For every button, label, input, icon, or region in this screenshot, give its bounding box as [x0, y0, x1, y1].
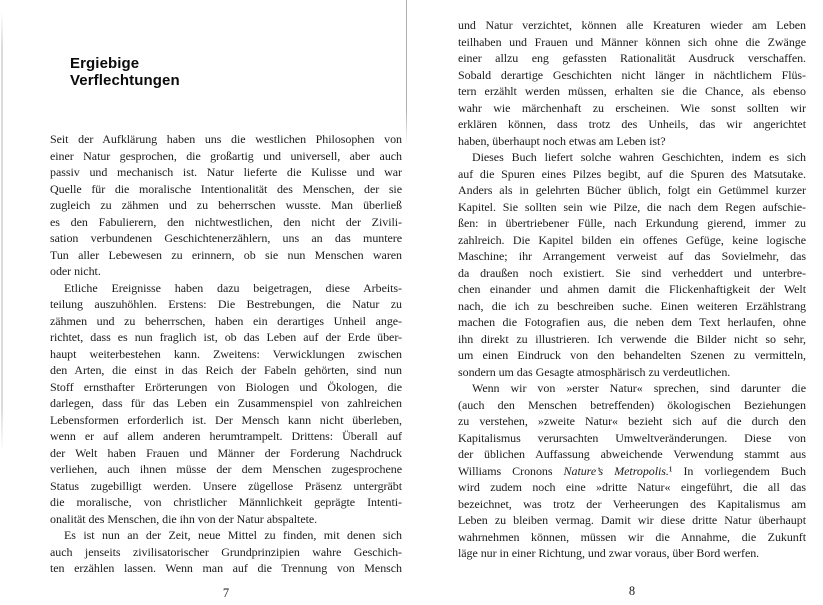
text-line: läge nur in einer Richtung, und zwar voraus, über Bord werfen. — [458, 546, 760, 560]
text-line: sation verbundenen Geschichtenerzählern, uns an das muntere — [50, 231, 402, 245]
text-line: teilung auszuhöhlen. Erstens: Die Bestrebungen, die Natur zu — [50, 297, 402, 311]
page-edge-shadow — [1, 12, 3, 452]
text-line: Lebensformen erforderlich ist. Der Mensch kann nicht überleben, — [50, 412, 402, 427]
text-line: passiv und mechanisch ist. Natur lieferte die Kulisse und war — [50, 165, 402, 179]
text-line: oder nicht. — [50, 264, 101, 278]
text-line: tern erzählt werden müssen, erhalten sie die Chance, als ebenso — [458, 84, 806, 98]
text-line: Es ist nun an der Zeit, neue Mittel zu finden, mit denen sich — [64, 528, 402, 542]
text-line: den Arten, die einst in das Reich der Fabeln gehörten, sind nun — [50, 363, 402, 377]
paragraph — [458, 149, 806, 380]
text-line: Maschine; ihr Arrangement verweist auf das Sovielmehr, das — [458, 249, 806, 263]
text-line: zahlreich. Die Kapitel bilden ein offenes Gefüge, keine logische — [458, 232, 806, 247]
text-line: Leben zu bleiben vermag. Damit wir diese dritte Natur überhaupt — [458, 513, 806, 527]
text-line: chen einander und ahmen damit die Flickenhaftigkeit der Welt — [458, 282, 806, 296]
text-line: ihn direkt zu illustrieren. Ich verwende die Bilder nicht so sehr, — [458, 331, 806, 346]
text-line: die moralische, von christlicher Männlichkeit geprägte Intenti- — [50, 495, 402, 509]
text-line: wahrnehmen können, müssen wir die Annahme, die Zukunft — [458, 529, 806, 544]
text-line: verliehen, auch ihnen müsse der dem Menschen zugesprochene — [50, 462, 402, 476]
paragraph — [50, 131, 402, 280]
text-line: zugleich zu zähmen und zu beherrschen wusste. Man überließ — [50, 198, 402, 212]
text-line: zu verstehen, »zweite Natur« bezieht sich auf die durch den — [458, 414, 806, 428]
paragraph — [458, 380, 806, 562]
text-line: einer allzu eng gefassten Rationalität Ausdruck verschaffen. — [458, 51, 806, 65]
text-line: machen die Fotografien aus, die neben dem Text herlaufen, ohne — [458, 315, 806, 329]
text-line: einer Natur gesprochen, die großartig und universell, aber auch — [50, 148, 402, 163]
text-line: Sobald derartige Geschichten nicht länger in nächtlichem Flüs- — [458, 67, 806, 82]
gutter-shadow — [406, 0, 407, 146]
text-line: richtet, dass es nun fraglich ist, ob das Leben auf der Erde über- — [50, 330, 402, 344]
text-line: sondern um das Gesagte atmosphärisch zu verdeutlichen. — [458, 364, 731, 379]
text-line: Anders als in gelehrten Bücher üblich, folgt ein Getümmel kurzer — [458, 183, 806, 197]
text-line: ten erzählen lassen. Wenn man auf die Trennung von Mensch — [50, 561, 402, 575]
text-line: wird zudem noch eine »dritte Natur« eingeführt, die all das — [458, 480, 806, 494]
page-number-right: 8 — [628, 584, 636, 598]
text-line: wenn er auf allem anderen herumtrampelt. Drittens: Überall auf — [50, 429, 402, 443]
text-line: auf die Spuren eines Pilzes begibt, auf die Spuren des Matsutake. — [458, 166, 806, 181]
page-number-left: 7 — [222, 586, 230, 600]
text-line: Kapitalismus verursachten Umweltveränderungen. Diese von — [458, 430, 806, 445]
text-line: es den Fabulierern, den nichtwestlichen, den nicht der Zivili- — [50, 214, 402, 229]
paragraph — [50, 280, 402, 528]
text-line: Etliche Ereignisse haben dazu beigetragen, diese Arbeits- — [64, 280, 402, 295]
text-line: (auch den Menschen betreffenden) ökologischen Beziehungen — [458, 397, 806, 412]
text-line: Quelle für die moralische Intentionalität des Menschen, der sie — [50, 181, 402, 196]
text-line: da draußen noch existiert. Sie sind verheddert und unterbre- — [458, 265, 806, 280]
text-line: erklären können, dass trotz des Unheils, das wir angerichtet — [458, 117, 806, 131]
text-line: Williams Cronons Nature’s Metropolis.¹ In vorliegendem Buch — [458, 463, 806, 478]
paragraph — [458, 17, 806, 149]
text-line: Tun aller Lebewesen zu erinnern, ob sie nun Menschen waren — [50, 247, 402, 262]
text-line: bezeichnet, was trotz der Verheerungen des Kapitalismus am — [458, 496, 806, 511]
text-line: zähmen und zu beherrschen, haben ein derartiges Unheil ange- — [50, 313, 402, 328]
text-line: darlegen, dass für das Leben ein Zusammenspiel von zahlreichen — [50, 396, 402, 410]
text-line: wahr wie märchenhaft zu erscheinen. Wie sonst sollten wir — [458, 100, 806, 115]
text-line: der Welt haben Frauen und Männer der Forderung Nachdruck — [50, 445, 402, 460]
text-line: Kapitel. Sie sollten sein wie Pilze, die nach dem Regen aufschie- — [458, 199, 806, 214]
text-line: Dieses Buch liefert solche wahren Geschichten, indem es sich — [472, 150, 806, 164]
text-line: haupt weiterbestehen kann. Zweitens: Verwicklungen zwischen — [50, 346, 402, 361]
text-line: Stoff ernsthafter Erörterungen von Biologen und Ökologen, die — [50, 379, 402, 394]
text-line: und Natur verzichtet, können alle Kreaturen wieder am Leben — [458, 18, 806, 32]
text-line: haben, überhaupt noch etwas am Leben ist? — [458, 133, 666, 148]
text-line: Seit der Aufklärung haben uns die westlichen Philosophen von — [50, 132, 402, 146]
text-line: um einen Eindruck von den behandelten Szenen zu vermitteln, — [458, 348, 806, 362]
text-line: onalität des Menschen, die ihn von der Natur abspaltete. — [50, 511, 318, 526]
page-left-body — [50, 131, 402, 577]
text-line: nach, die ich zu beschreiben suche. Einen weiteren Erzählstrang — [458, 298, 806, 313]
chapter-heading: Ergiebige Verflechtungen — [70, 55, 180, 89]
text-line: Status zugebilligt werden. Unsere zügellose Präsenz untergräbt — [50, 478, 402, 493]
text-line: der üblichen Auffassung abweichende Verwendung stammt aus — [458, 447, 806, 461]
text-line: auch jenseits zivilisatorischer Grundprinzipien wahre Geschich- — [50, 544, 402, 559]
text-line: Wenn wir von »erster Natur« sprechen, sind darunter die — [472, 381, 806, 395]
text-line: teilhaben und Frauen und Männer können sich ohne die Zwänge — [458, 34, 806, 49]
page-right-body — [458, 17, 806, 562]
paragraph — [50, 527, 402, 577]
text-line: ßen: in übertriebener Fülle, nach Erkundung gierend, immer zu — [458, 216, 806, 230]
